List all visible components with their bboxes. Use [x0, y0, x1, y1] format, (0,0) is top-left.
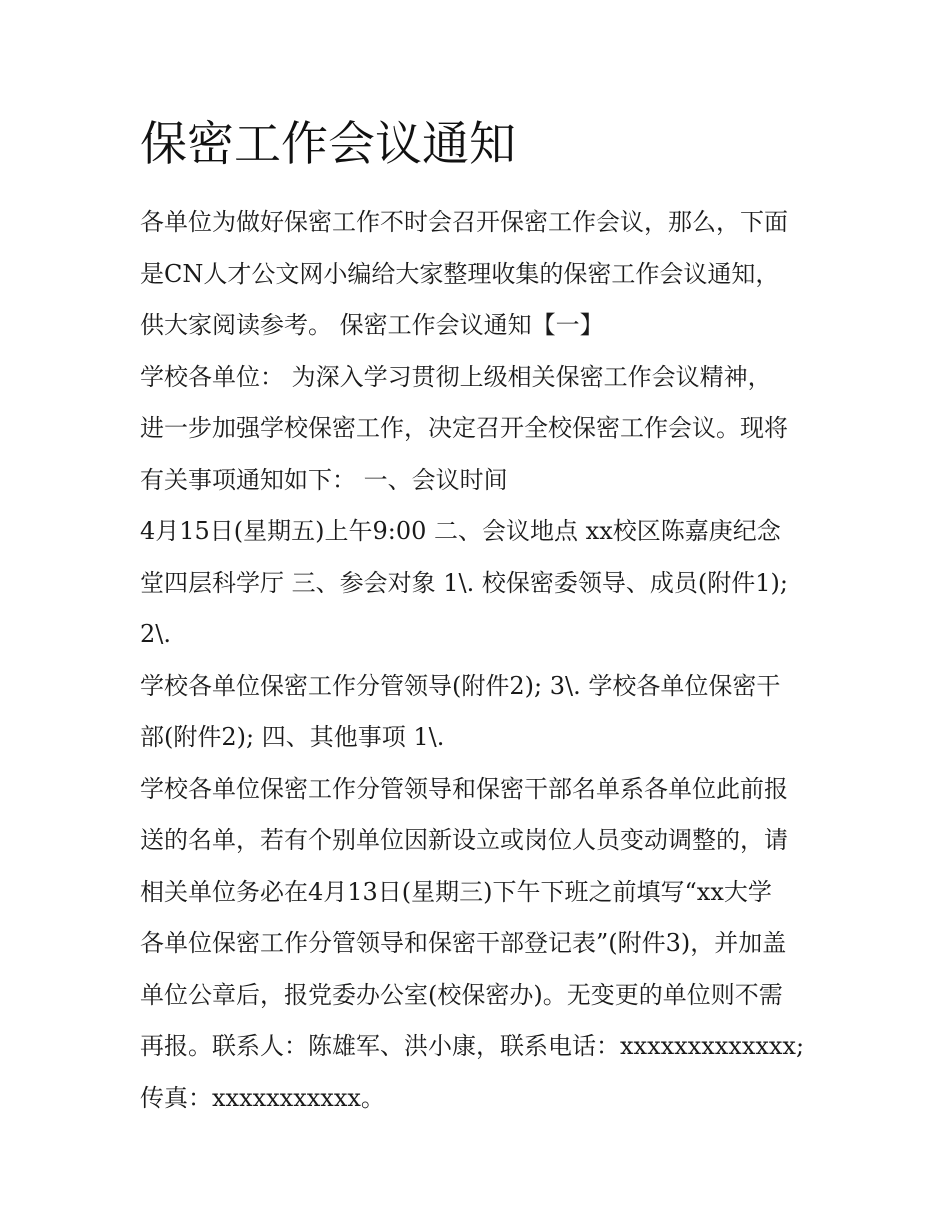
body-line: 堂四层科学厅 三、参会对象 1\. 校保密委领导、成员(附件1);	[140, 568, 788, 597]
body-line: 供大家阅读参考。 保密工作会议通知【一】	[140, 311, 604, 339]
body-line: 是CN人才公文网小编给大家整理收集的保密工作会议通知，	[140, 259, 780, 288]
body-line: 部(附件2); 四、其他事项 1\.	[140, 723, 445, 751]
body-line: 4月15日(星期五)上午9:00 二、会议地点 xx校区陈嘉庚纪念	[140, 517, 781, 545]
body-line: 各单位保密工作分管领导和保密干部登记表”(附件3)，并加盖	[140, 929, 787, 957]
body-line: 学校各单位： 为深入学习贯彻上级相关保密工作会议精神，	[140, 362, 772, 391]
body-line: 2\.	[140, 620, 171, 648]
body-line: 有关事项通知如下： 一、会议时间	[140, 465, 508, 494]
body-line: 学校各单位保密工作分管领导和保密干部名单系各单位此前报	[140, 774, 788, 803]
body-line: 传真：xxxxxxxxxxx。	[140, 1083, 385, 1112]
body-line: 送的名单，若有个别单位因新设立或岗位人员变动调整的，请	[140, 826, 788, 854]
document-title: 保密工作会议通知	[140, 117, 516, 172]
body-line: 学校各单位保密工作分管领导(附件2); 3\. 学校各单位保密干	[140, 671, 781, 700]
body-line: 单位公章后，报党委办公室(校保密办)。无变更的单位则不需	[140, 980, 783, 1009]
body-line: 各单位为做好保密工作不时会召开保密工作会议，那么，下面	[140, 208, 788, 236]
document-body	[140, 197, 820, 1124]
body-line: 相关单位务必在4月13日(星期三)下午下班之前填写“xx大学	[140, 877, 772, 906]
body-line: 再报。联系人：陈雄军、洪小康，联系电话：xxxxxxxxxxxxx;	[140, 1032, 805, 1060]
body-line: 进一步加强学校保密工作，决定召开全校保密工作会议。现将	[140, 414, 788, 442]
